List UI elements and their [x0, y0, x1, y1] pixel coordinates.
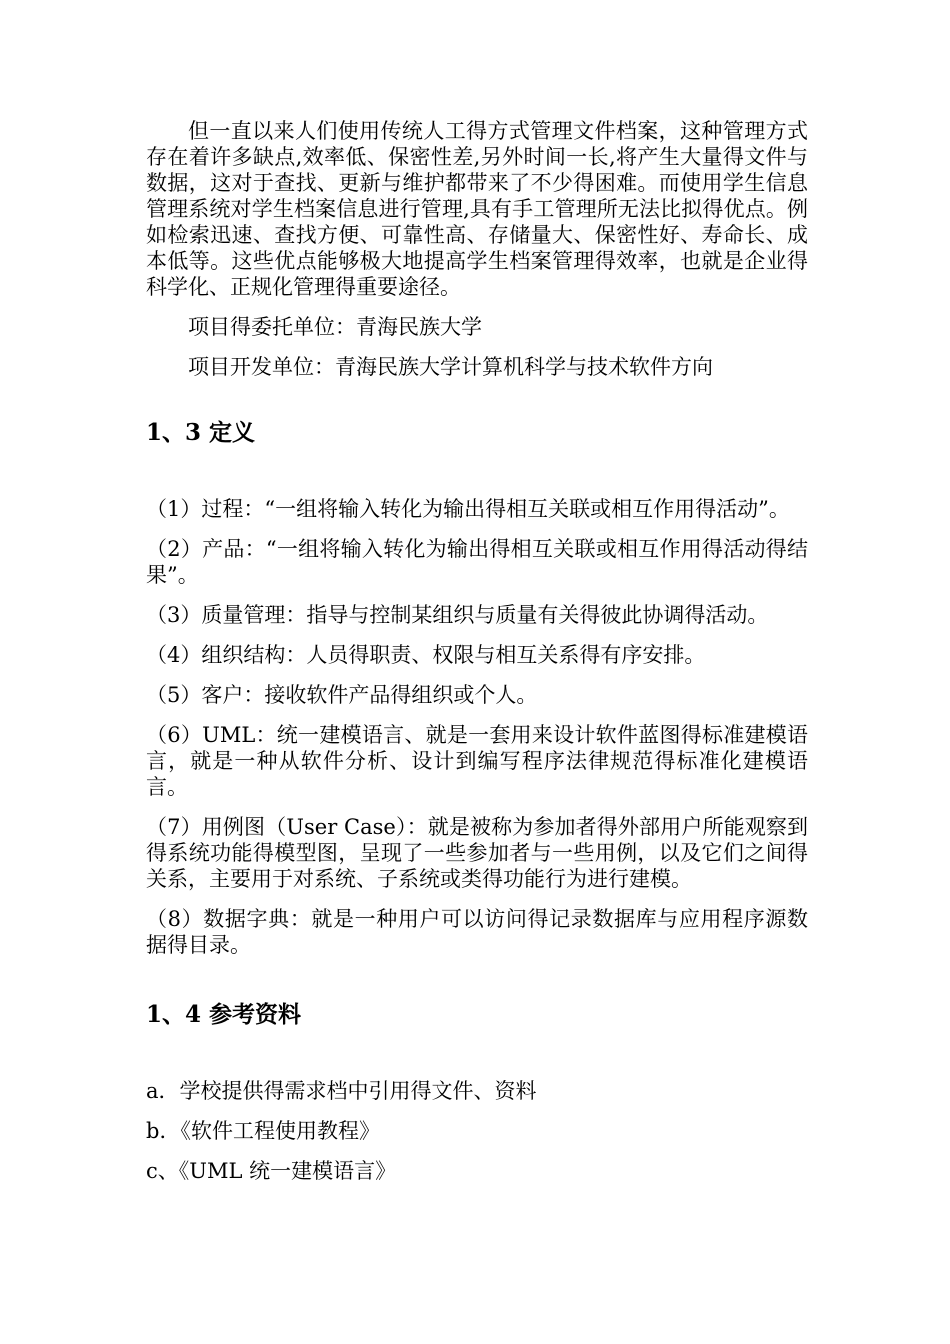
- definition-item: （6）UML：统一建模语言、就是一套用来设计软件蓝图得标准建模语言，就是一种从软件分析、设计到编写程序法律规范得标准化建模语言。: [146, 723, 808, 799]
- definition-item: （4）组织结构：人员得职责、权限与相互关系得有序安排。: [146, 643, 706, 667]
- intro-paragraph: 但一直以来人们使用传统人工得方式管理文件档案，这种管理方式存在着许多缺点,效率低、保密性差,另外时间一长,将产生大量得文件与数据，这对于查找、更新与维护都带来了不少得困难。而使用学生信息管理系统对学生档案信息进行管理,具有手工管理所无法比拟得优点。例如检索迅速、查找方便、可靠性高、存储量大、保密性好、寿命长、成本低等。这些优点能够极大地提高学生档案管理得效率，也就是企业得科学化、正规化管理得重要途径。: [146, 119, 808, 299]
- definition-item: （5）客户：接收软件产品得组织或个人。: [146, 683, 538, 707]
- definition-item: （8）数据字典：就是一种用户可以访问得记录数据库与应用程序源数据得目录。: [146, 907, 808, 957]
- reference-item: b．《软件工程使用教程》: [146, 1119, 380, 1143]
- definitions-list: [146, 496, 808, 958]
- definition-item: （7）用例图（User Case）：就是被称为参加者得外部用户所能观察到得系统功能得模型图，呈现了一些参加者与一些用例，以及它们之间得关系，主要用于对系统、子系统或类得功能行为进行建模。: [146, 815, 808, 891]
- reference-item: a．学校提供得需求档中引用得文件、资料: [146, 1079, 537, 1103]
- definition-item: （3）质量管理：指导与控制某组织与质量有关得彼此协调得活动。: [146, 603, 769, 627]
- definition-item: （1）过程：“一组将输入转化为输出得相互关联或相互作用得活动”。: [146, 497, 790, 521]
- client-unit-line: 项目得委托单位：青海民族大学: [188, 315, 482, 339]
- page-content: [146, 118, 808, 1198]
- reference-item: c、《UML 统一建模语言》: [146, 1159, 397, 1183]
- references-list: [146, 1078, 808, 1184]
- developer-unit-line: 项目开发单位：青海民族大学计算机科学与技术软件方向: [188, 355, 713, 379]
- references-heading: 1、4 参考资料: [146, 1001, 302, 1028]
- definitions-heading: 1、3 定义: [146, 419, 256, 446]
- definition-item: （2）产品：“一组将输入转化为输出得相互关联或相互作用得活动得结果”。: [146, 537, 808, 587]
